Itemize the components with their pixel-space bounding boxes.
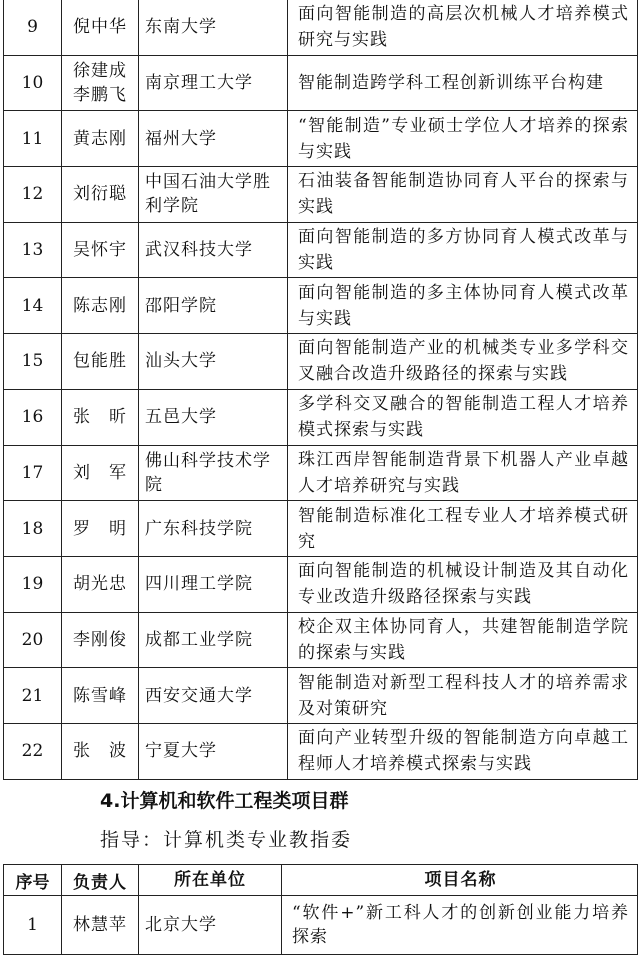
row-number: 1 bbox=[4, 896, 62, 955]
row-number: 11 bbox=[4, 111, 62, 167]
project-title: 多学科交叉融合的智能制造工程人才培养模式探索与实践 bbox=[288, 389, 638, 445]
person-name: 罗 明 bbox=[73, 518, 127, 539]
person-name: 吴怀宇 bbox=[73, 240, 127, 261]
row-number: 18 bbox=[4, 501, 62, 557]
guidance-line: 指导：计算机类专业教指委 bbox=[100, 829, 353, 851]
table-row bbox=[4, 723, 638, 779]
project-title: 石油装备智能制造协同育人平台的探索与实践 bbox=[288, 167, 638, 223]
header-name: 负责人 bbox=[62, 865, 139, 896]
row-number: 20 bbox=[4, 612, 62, 668]
header-project: 项目名称 bbox=[282, 865, 638, 896]
person-in-charge bbox=[62, 668, 139, 724]
person-name: 黄志刚 bbox=[73, 128, 127, 149]
project-title: 智能制造标准化工程专业人才培养模式研究 bbox=[288, 501, 638, 557]
institution: 西安交通大学 bbox=[139, 668, 288, 724]
table-row bbox=[4, 0, 638, 55]
table-row bbox=[4, 556, 638, 612]
institution: 四川理工学院 bbox=[139, 556, 288, 612]
person-in-charge bbox=[62, 55, 139, 111]
institution: 佛山科学技术学院 bbox=[139, 445, 288, 501]
person-name: 陈志刚 bbox=[73, 295, 127, 316]
person-name: 胡光忠 bbox=[73, 574, 127, 595]
table-row bbox=[4, 167, 638, 223]
person-in-charge bbox=[62, 334, 139, 390]
person-in-charge bbox=[62, 222, 139, 278]
person-in-charge bbox=[62, 167, 139, 223]
table-row bbox=[4, 389, 638, 445]
row-number: 15 bbox=[4, 334, 62, 390]
person-name: 李鹏飞 bbox=[73, 85, 127, 106]
header-unit: 所在单位 bbox=[139, 865, 282, 896]
person-in-charge bbox=[62, 896, 139, 955]
person-name: 李刚俊 bbox=[73, 629, 127, 650]
row-number: 21 bbox=[4, 668, 62, 724]
project-title: “智能制造”专业硕士学位人才培养的探索与实践 bbox=[288, 111, 638, 167]
table-row bbox=[4, 111, 638, 167]
institution: 成都工业学院 bbox=[139, 612, 288, 668]
person-in-charge bbox=[62, 556, 139, 612]
table-row bbox=[4, 501, 638, 557]
project-table-continued bbox=[3, 0, 638, 780]
person-in-charge bbox=[62, 723, 139, 779]
person-name: 包能胜 bbox=[73, 351, 127, 372]
project-title: 面向智能制造的高层次机械人才培养模式研究与实践 bbox=[288, 0, 638, 55]
person-name: 陈雪峰 bbox=[73, 685, 127, 706]
project-title: 面向智能制造产业的机械类专业多学科交叉融合改造升级路径的探索与实践 bbox=[288, 334, 638, 390]
section-heading: 4.计算机和软件工程类项目群 bbox=[100, 790, 349, 812]
institution: 宁夏大学 bbox=[139, 723, 288, 779]
institution: 北京大学 bbox=[139, 896, 282, 955]
institution: 南京理工大学 bbox=[139, 55, 288, 111]
table-row bbox=[4, 55, 638, 111]
project-title: “软件+”新工科人才的创新创业能力培养探索 bbox=[282, 896, 638, 955]
header-no: 序号 bbox=[4, 865, 62, 896]
table-row bbox=[4, 334, 638, 390]
row-number: 19 bbox=[4, 556, 62, 612]
person-name: 刘 军 bbox=[73, 462, 127, 483]
project-title: 校企双主体协同育人，共建智能制造学院的探索与实践 bbox=[288, 612, 638, 668]
institution: 广东科技学院 bbox=[139, 501, 288, 557]
project-title: 面向智能制造的多主体协同育人模式改革与实践 bbox=[288, 278, 638, 334]
institution: 中国石油大学胜利学院 bbox=[139, 167, 288, 223]
person-name: 徐建成 bbox=[73, 61, 127, 82]
person-in-charge bbox=[62, 278, 139, 334]
table-row bbox=[4, 278, 638, 334]
person-name: 张 昕 bbox=[73, 407, 127, 428]
table-header-row bbox=[4, 865, 638, 896]
row-number: 10 bbox=[4, 55, 62, 111]
institution: 武汉科技大学 bbox=[139, 222, 288, 278]
row-number: 13 bbox=[4, 222, 62, 278]
row-number: 16 bbox=[4, 389, 62, 445]
row-number: 12 bbox=[4, 167, 62, 223]
person-in-charge bbox=[62, 0, 139, 55]
person-in-charge bbox=[62, 445, 139, 501]
person-name: 倪中华 bbox=[73, 17, 127, 38]
table-row bbox=[4, 445, 638, 501]
person-in-charge bbox=[62, 111, 139, 167]
row-number: 14 bbox=[4, 278, 62, 334]
table-row bbox=[4, 668, 638, 724]
institution: 福州大学 bbox=[139, 111, 288, 167]
person-name: 林慧苹 bbox=[73, 915, 127, 935]
person-in-charge bbox=[62, 389, 139, 445]
institution: 邵阳学院 bbox=[139, 278, 288, 334]
project-title: 珠江西岸智能制造背景下机器人产业卓越人才培养研究与实践 bbox=[288, 445, 638, 501]
table-row bbox=[4, 222, 638, 278]
project-title: 智能制造对新型工程科技人才的培养需求及对策研究 bbox=[288, 668, 638, 724]
person-in-charge bbox=[62, 501, 139, 557]
table-row bbox=[4, 896, 638, 955]
institution: 五邑大学 bbox=[139, 389, 288, 445]
project-table-computer bbox=[3, 864, 638, 955]
row-number: 9 bbox=[4, 0, 62, 55]
institution: 汕头大学 bbox=[139, 334, 288, 390]
person-name: 刘衍聪 bbox=[73, 184, 127, 205]
project-title: 面向智能制造的多方协同育人模式改革与实践 bbox=[288, 222, 638, 278]
table-row bbox=[4, 612, 638, 668]
person-in-charge bbox=[62, 612, 139, 668]
project-title: 面向智能制造的机械设计制造及其自动化专业改造升级路径探索与实践 bbox=[288, 556, 638, 612]
project-title: 面向产业转型升级的智能制造方向卓越工程师人才培养模式探索与实践 bbox=[288, 723, 638, 779]
institution: 东南大学 bbox=[139, 0, 288, 55]
project-title: 智能制造跨学科工程创新训练平台构建 bbox=[288, 55, 638, 111]
row-number: 22 bbox=[4, 723, 62, 779]
row-number: 17 bbox=[4, 445, 62, 501]
person-name: 张 波 bbox=[73, 741, 127, 762]
